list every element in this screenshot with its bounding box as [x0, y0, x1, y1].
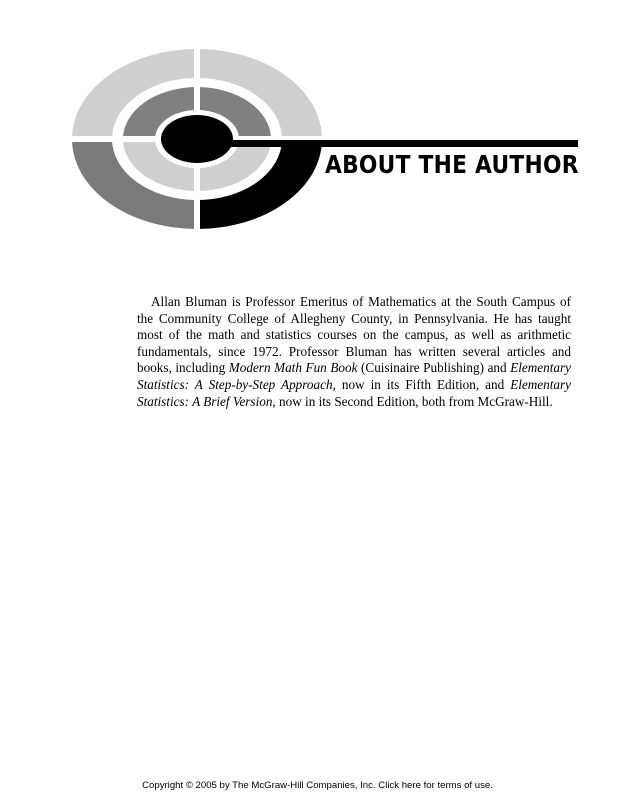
bio-text-part3: now in its Fifth Edition, and [335, 376, 511, 392]
terms-of-use-link[interactable]: Click here for terms of use. [378, 780, 493, 791]
bio-text-part2: (Cuisinaire Publishing) and [357, 360, 511, 376]
book-title-brief-version: Elementary Statistics: A Brief Version, [137, 376, 571, 409]
title-rule-bar [196, 140, 578, 147]
copyright-text: Copyright © 2005 by The McGraw-Hill Companies, Inc. [142, 780, 379, 791]
copyright-footer [0, 780, 635, 792]
section-title: ABOUT THE AUTHOR [325, 150, 579, 179]
emblem-center-dot [161, 115, 233, 163]
book-title-elementary-statistics: Elementary Statistics: A Step-by-Step Approach, [137, 360, 571, 392]
bio-text-part4: now in its Second Edition, both from McGraw-Hill. [275, 393, 553, 409]
book-title-modern-math: Modern Math Fun Book [228, 360, 358, 376]
bio-text-part1: Allan Bluman is Professor Emeritus of Mathematics at the South Campus of the Community College of Allegheny County, in Pennsylvania. He has taught most of the math and statistics courses on the campus, as well as arithmetic fundamentals, since 1972. Professor Bluman has written several articles and books, including [137, 294, 571, 376]
author-bio-paragraph [137, 294, 571, 410]
